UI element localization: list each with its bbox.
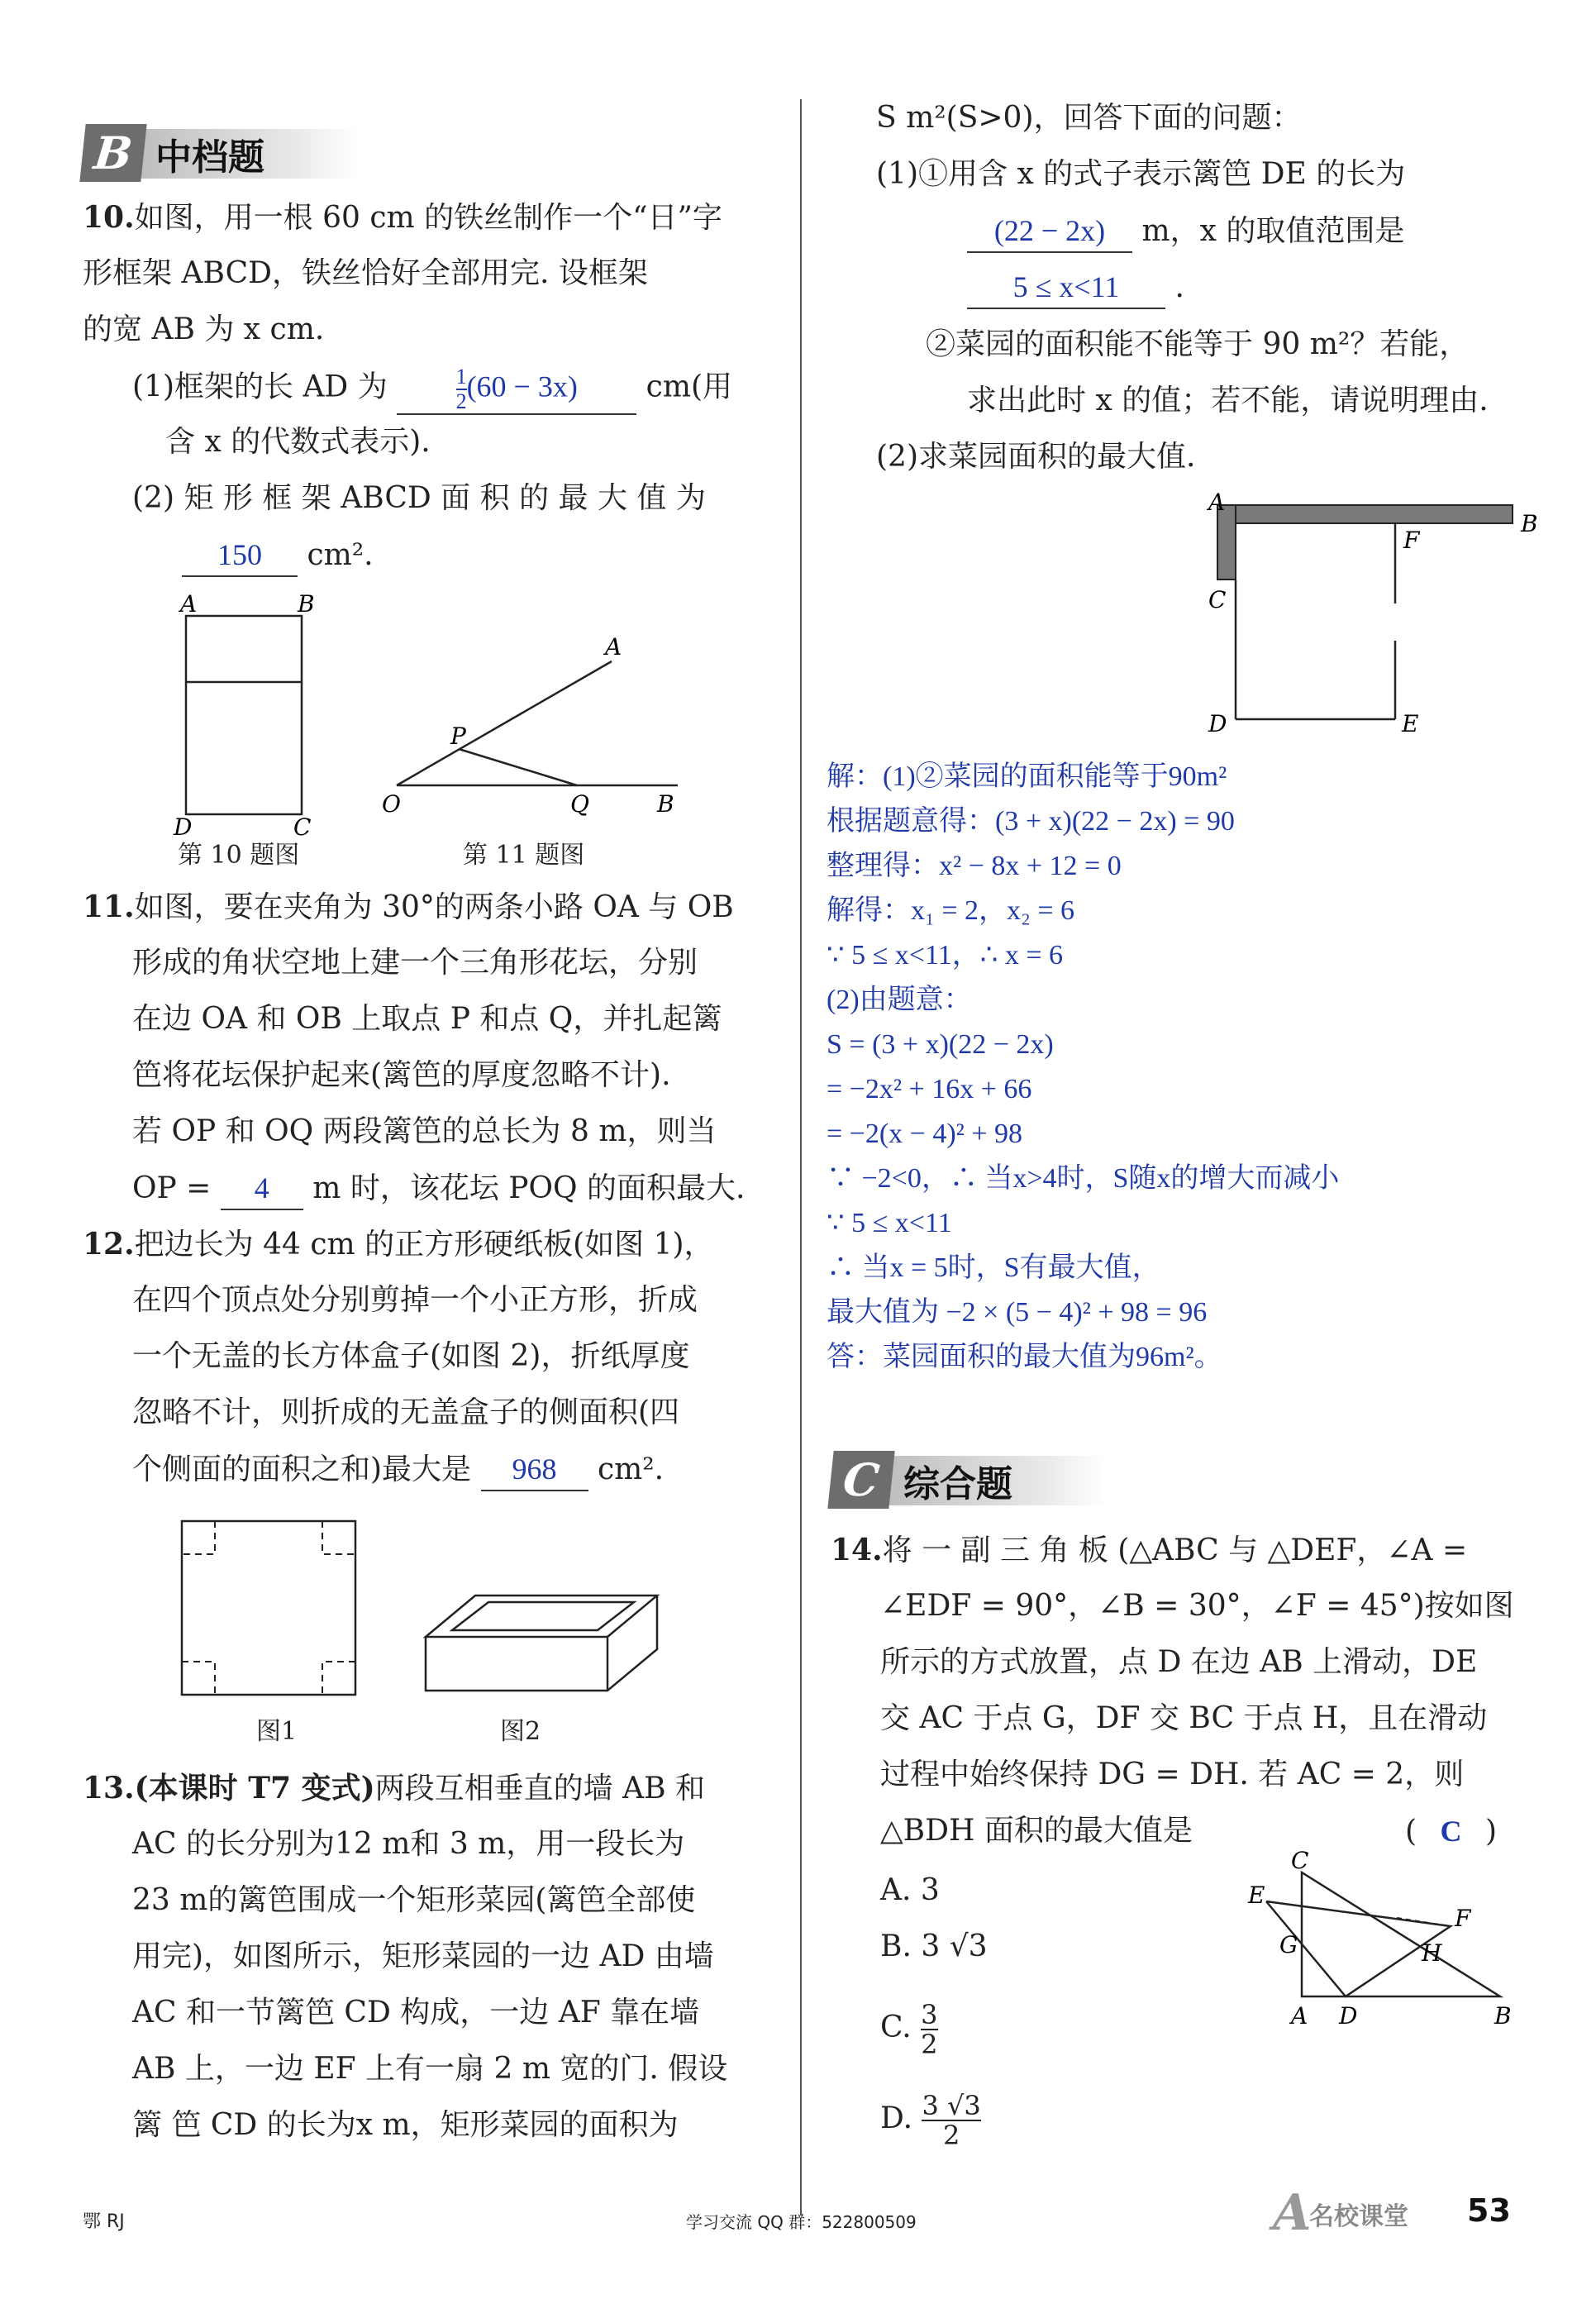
q13-tag: (本课时 T7 变式) [134, 1771, 375, 1805]
section-title: 中档题 [155, 136, 264, 179]
q11-line-1 [83, 886, 734, 928]
q13-number: 13. [83, 1771, 135, 1805]
q13-answer-de: (22 − 2x) [967, 210, 1132, 253]
q11-last-post: m 时，该花坛 POQ 的面积最大. [312, 1171, 746, 1205]
q10-part2: (2) 矩 形 框 架 ABCD 面 积 的 最 大 值 为 [132, 481, 706, 515]
fig11-label-p: P [450, 723, 466, 750]
q14-paren-left: ( [1405, 1815, 1417, 1848]
section-badge: B [79, 124, 146, 182]
frac-denominator: 2 [455, 389, 467, 413]
q14-option-c-fraction [921, 2001, 937, 2058]
q13-solution-line-11: ∵ 5 ≤ x<11 [827, 1208, 952, 1238]
frac-denominator: 2 [921, 2029, 938, 2060]
q13-line-3: 23 m的篱笆围成一个矩形菜园(篱笆全部使 [132, 1883, 696, 1917]
fig10-label-d: D [174, 813, 193, 841]
q13-line-1 [83, 1767, 705, 1810]
fig13-garden-diagram [1198, 489, 1538, 740]
fig13-label-a: A [1208, 489, 1226, 516]
q13-line-7: 篱 笆 CD 的长为x m，矩形菜园的面积为 [132, 2108, 679, 2142]
q13-part1-line: (1)①用含 x 的式子表示篱笆 DE 的长为 [876, 157, 1406, 191]
footer-qq-group: 学习交流 QQ 群：522800509 [686, 2212, 917, 2232]
q13-line-4: 用完)，如图所示，矩形菜园的一边 AD 由墙 [132, 1939, 714, 1973]
fig10-rectangle-diagram [165, 590, 339, 841]
q13-solution-line-7: S = (3 + x)(22 − 2x) [827, 1029, 1054, 1060]
fig12-open-box [417, 1587, 665, 1703]
q14-line-3: 所示的方式放置，点 D 在边 AB 上滑动，DE [880, 1645, 1478, 1679]
fig13-label-d: D [1208, 710, 1227, 737]
fig14-triangles-diagram [1248, 1847, 1529, 2034]
q13-solution-line-3: 整理得：x² − 8x + 12 = 0 [827, 851, 1122, 881]
q14-answer: C [1440, 1815, 1462, 1848]
q13-solution-line-9: = −2(x − 4)² + 98 [827, 1119, 1023, 1149]
q13-solution-line-4: 解得：x₁ = 2，x₂ = 6 [827, 895, 1075, 926]
q11-line-5: 若 OP 和 OQ 两段篱笆的总长为 8 m，则当 [132, 1114, 717, 1148]
fig11-label-o: O [382, 790, 401, 818]
q13-solution-line-13: 最大值为 −2 × (5 − 4)² + 98 = 96 [827, 1297, 1208, 1328]
q13-part1b-line1: ②菜园的面积能不能等于 90 m²？若能， [926, 327, 1470, 361]
q14-option-c-label: C. [880, 2011, 912, 2044]
frac-numerator: 1 [455, 365, 467, 389]
q10-answer-fraction [456, 365, 467, 413]
fig11-label-q: Q [570, 790, 589, 818]
fig14-label-f: F [1455, 1905, 1471, 1932]
q10-answer-1 [397, 365, 636, 415]
fig13-label-c: C [1208, 586, 1227, 613]
q14-answer-bracket [1405, 1810, 1497, 1853]
column-divider [800, 99, 802, 2216]
q10-answer-rest: (60 − 3x) [466, 370, 578, 403]
fig13-label-b: B [1521, 510, 1538, 537]
q13-solution-line-5: ∵ 5 ≤ x<11，∴ x = 6 [827, 940, 1064, 971]
fig10-label-b: B [298, 590, 315, 618]
q14-option-d [880, 2092, 981, 2149]
q10-part1-line2: 含 x 的代数式表示). [165, 425, 431, 459]
fig10-label-a: A [180, 590, 198, 618]
q14-line-5: 过程中始终保持 DG = DH. 若 AC = 2，则 [880, 1758, 1465, 1791]
q13-solution-line-14: 答：菜园面积的最大值为96m²。 [827, 1342, 1222, 1372]
q12-line-2: 在四个顶点处分别剪掉一个小正方形，折成 [132, 1283, 698, 1317]
q12-line-1 [83, 1224, 714, 1266]
q14-line-4: 交 AC 于点 G，DF 交 BC 于点 H，且在滑动 [880, 1701, 1488, 1735]
q12-answer: 968 [481, 1448, 588, 1491]
q10-part2-line2 [182, 534, 374, 577]
q14-option-d-fraction [922, 2092, 980, 2149]
frac-numerator: 3 [921, 1999, 938, 2030]
q10-part2-post: cm². [307, 538, 374, 572]
q13-part1b-line2: 求出此时 x 的值；若不能，请说明理由. [967, 384, 1489, 417]
q13-part1-answer-line [967, 210, 1404, 253]
q12-last-post: cm². [597, 1452, 665, 1486]
q13-solution-line-8: = −2x² + 16x + 66 [827, 1074, 1032, 1104]
q14-line-2: ∠EDF = 90°，∠B = 30°，∠F = 45°)按如图 [880, 1589, 1514, 1623]
q12-line-3: 一个无盖的长方体盒子(如图 2)，折纸厚度 [132, 1339, 690, 1373]
q11-answer: 4 [221, 1167, 303, 1210]
fig11-label-b: B [657, 790, 674, 818]
brand-logo-text: 名校课堂 [1309, 2202, 1408, 2231]
q10-part1-pre: (1)框架的长 AD 为 [132, 370, 388, 404]
q14-number: 14. [831, 1533, 883, 1567]
q11-line-4: 笆将花坛保护起来(篱笆的厚度忽略不计). [132, 1058, 671, 1092]
q13-line-6: AB 上，一边 EF 上有一扇 2 m 宽的门. 假设 [132, 2052, 728, 2086]
q13-part1-mid: m，x 的取值范围是 [1141, 214, 1405, 248]
q11-line-3: 在边 OA 和 OB 上取点 P 和点 Q，并扎起篱 [132, 1002, 722, 1036]
fig14-label-a: A [1291, 2002, 1308, 2030]
frac-numerator: 3 √3 [922, 2090, 981, 2121]
q10-text-1: 如图，用一根 60 cm 的铁丝制作一个“日”字 [134, 201, 722, 235]
q13-part1-end: . [1174, 270, 1184, 304]
frac-denominator: 2 [942, 2120, 960, 2151]
fig14-label-c: C [1291, 1847, 1309, 1874]
q13-solution-line-1: 解：(1)②菜园的面积能等于90m² [827, 761, 1227, 792]
brand-logo [1273, 2184, 1455, 2242]
q13-cont-line: S m²(S>0)，回答下面的问题： [876, 101, 1302, 135]
fig13-label-f: F [1403, 527, 1420, 554]
fig14-label-d: D [1339, 2002, 1358, 2030]
page-number: 53 [1467, 2192, 1511, 2229]
fig11-label-a: A [605, 633, 622, 661]
q10-line-1 [83, 197, 722, 239]
q11-number: 11. [83, 890, 135, 924]
q10-line-2: 形框架 ABCD，铁丝恰好全部用完. 设框架 [83, 256, 648, 290]
q14-paren-right: ) [1484, 1815, 1497, 1848]
fig11-angle-diagram [372, 628, 694, 818]
q13-answer-range: 5 ≤ x<11 [967, 266, 1165, 309]
fig14-label-e: E [1248, 1882, 1265, 1909]
section-b-header [83, 124, 372, 182]
q13-solution-line-2: 根据题意得：(3 + x)(22 − 2x) = 90 [827, 806, 1235, 837]
section-c-header [831, 1451, 1120, 1509]
section-badge: C [827, 1451, 894, 1509]
q13-solution-line-10: ∵ −2<0，∴ 当x>4时，S随x的增大而减小 [827, 1163, 1340, 1194]
q14-line-1 [831, 1529, 1467, 1572]
q13-part1-range-line [967, 266, 1184, 309]
q13-line-2: AC 的长分别为12 m和 3 m，用一段长为 [132, 1827, 685, 1861]
q14-option-a: A. 3 [880, 1873, 940, 1907]
q13-part2-line: (2)求菜园面积的最大值. [876, 440, 1196, 474]
q14-option-c [880, 2001, 938, 2058]
q10-part1 [132, 365, 732, 415]
q13-text-1: 两段互相垂直的墙 AB 和 [374, 1772, 705, 1805]
fig10-caption: 第 10 题图 [178, 841, 300, 870]
q11-last-pre: OP = [132, 1171, 212, 1205]
fig12-caption-1: 图1 [256, 1717, 298, 1746]
q11-line-2: 形成的角状空地上建一个三角形花坛，分别 [132, 946, 698, 980]
q14-option-d-label: D. [880, 2101, 913, 2135]
q13-solution-line-6: (2)由题意： [827, 985, 972, 1015]
q12-last-pre: 个侧面的面积之和)最大是 [132, 1452, 472, 1486]
q12-text-1: 把边长为 44 cm 的正方形硬纸板(如图 1)， [134, 1228, 714, 1262]
q13-solution-line-12: ∴ 当x = 5时，S有最大值， [827, 1252, 1160, 1283]
q12-number: 12. [83, 1227, 135, 1262]
fig14-label-h: H [1422, 1939, 1442, 1967]
q12-line-4: 忽略不计，则折成的无盖盒子的侧面积(四 [132, 1395, 680, 1429]
fig11-caption: 第 11 题图 [463, 841, 585, 870]
q11-line-6 [132, 1167, 745, 1210]
fig12-caption-2: 图2 [500, 1717, 541, 1746]
q14-text-1: 将 一 副 三 角 板 (△ABC 与 △DEF，∠A = [882, 1534, 1468, 1567]
fig14-label-b: B [1494, 2002, 1512, 2030]
q14-option-b: B. 3 √3 [880, 1929, 988, 1963]
fig10-label-c: C [293, 813, 312, 841]
fig13-label-e: E [1402, 710, 1419, 737]
fig14-label-g: G [1279, 1931, 1298, 1958]
section-title: 综合题 [903, 1463, 1012, 1505]
q10-number: 10. [83, 200, 135, 235]
q12-line-5 [132, 1448, 664, 1491]
q14-line-6: △BDH 面积的最大值是 [880, 1814, 1193, 1848]
q10-line-3: 的宽 AB 为 x cm. [83, 312, 325, 346]
footer-edition: 鄂 RJ [83, 2211, 125, 2232]
q11-text-1: 如图，要在夹角为 30°的两条小路 OA 与 OB [134, 890, 734, 924]
q13-line-5: AC 和一节篱笆 CD 构成，一边 AF 靠在墙 [132, 1996, 700, 2030]
q10-answer-2: 150 [182, 534, 298, 577]
fig12-square-sheet [174, 1513, 372, 1703]
brand-logo-a-icon: A [1273, 2184, 1312, 2242]
q10-part1-post: cm(用 [646, 370, 733, 404]
